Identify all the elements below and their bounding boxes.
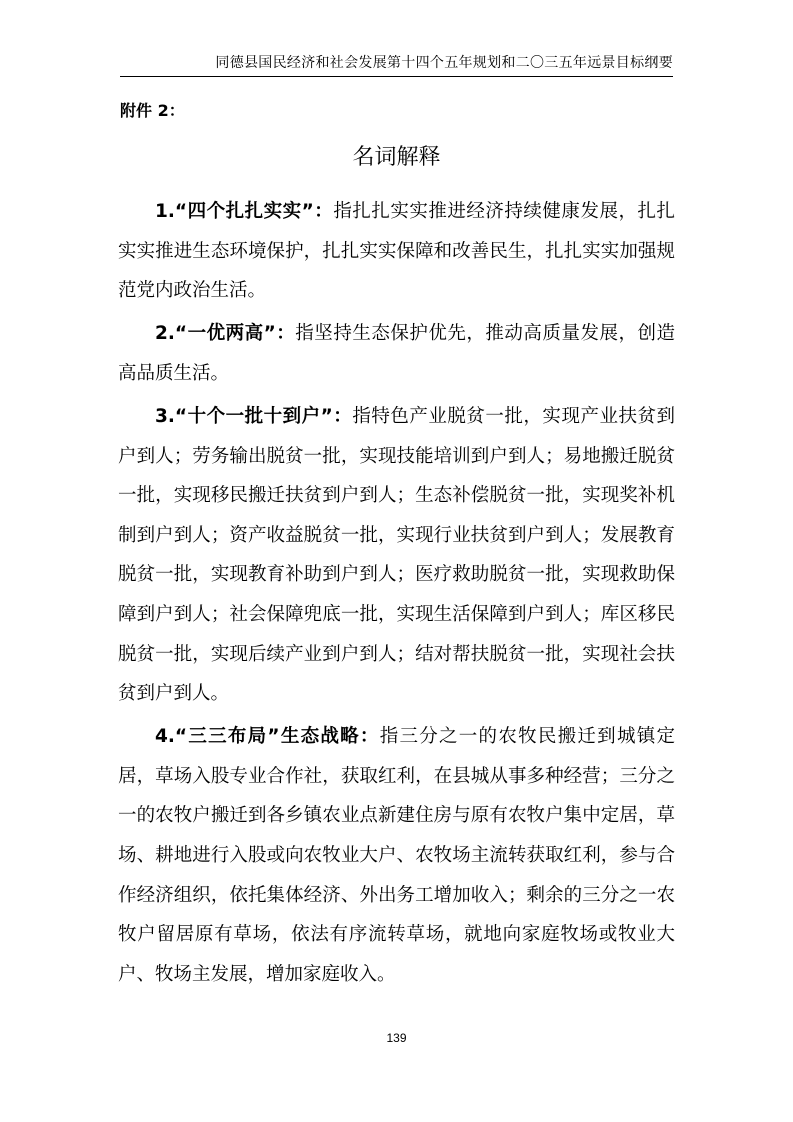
glossary-entry — [118, 717, 675, 994]
glossary-definition: 指坚持生态保护优先，推动高质量发展，创造高品质生活。 — [118, 323, 675, 384]
glossary-definition: 指扎扎实实推进经济持续健康发展，扎扎实实推进生态环境保护，扎扎实实保障和改善民生，扎扎实实加强规范党内政治生活。 — [118, 201, 675, 302]
glossary-definition: 指三分之一的农牧民搬迁到城镇定居，草场入股专业合作社，获取红利，在县城从事多种经营；三分之一的农牧户搬迁到各乡镇农业点新建住房与原有农牧户集中定居，草场、耕地进行入股或向农牧业大户、农牧场主流转获取红利，参与合作经济组织，依托集体经济、外出务工增加收入；剩余的三分之一农牧户留居原有草场，依法有序流转草场，就地向家庭牧场或牧业大户、牧场主发展，增加家庭收入。 — [118, 726, 675, 985]
page-number: 139 — [386, 1031, 407, 1045]
glossary-term: 4.“三三布局”生态战略： — [155, 726, 380, 748]
attachment-label: 附件 2： — [120, 101, 185, 120]
glossary-entry — [118, 397, 675, 714]
header-divider — [120, 76, 673, 77]
running-header: 同德县国民经济和社会发展第十四个五年规划和二〇三五年远景目标纲要 — [215, 55, 673, 71]
glossary-entry — [118, 192, 675, 311]
glossary-entry — [118, 314, 675, 393]
page-title: 名词解释 — [352, 145, 441, 170]
glossary-term: 3.“十个一批十到户”： — [155, 405, 353, 427]
glossary-term: 1.“四个扎扎实实”： — [155, 201, 334, 222]
glossary-term: 2.“一优两高”： — [155, 323, 296, 345]
glossary-definition: 指特色产业脱贫一批，实现产业扶贫到户到人；劳务输出脱贫一批，实现技能培训到户到人；易地搬迁脱贫一批，实现移民搬迁扶贫到户到人；生态补偿脱贫一批，实现奖补机制到户到人；资产收益脱贫一批，实现行业扶贫到户到人；发展教育脱贫一批，实现教育补助到户到人；医疗救助脱贫一批，实现救助保障到户到人；社会保障兜底一批，实现生活保障到户到人；库区移民脱贫一批，实现后续产业到户到人；结对帮扶脱贫一批，实现社会扶贫到户到人。 — [118, 405, 675, 705]
glossary-body — [118, 192, 675, 998]
